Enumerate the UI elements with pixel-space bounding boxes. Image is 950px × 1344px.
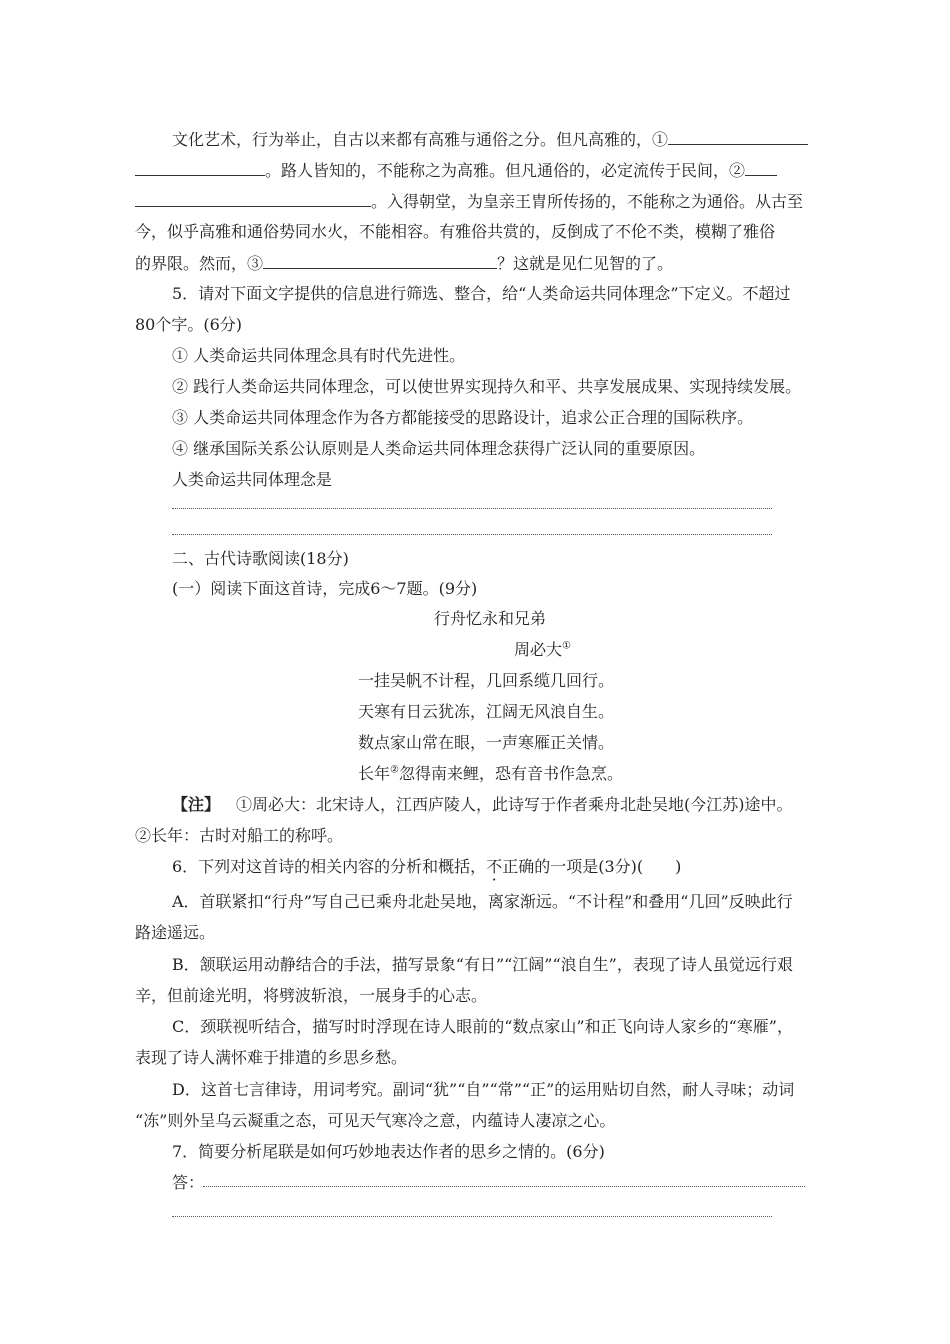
note-text: ①周必大：北宋诗人，江西庐陵人，此诗写于作者乘舟北赴吴地(今江苏)途中。 — [236, 795, 793, 814]
poem-line: 一挂吴帆不计程，几回系缆几回行。 — [358, 671, 615, 690]
q5-answer-line-2[interactable] — [172, 534, 772, 535]
passage-text: 。入得朝堂，为皇亲王胄所传扬的，不能称之为通俗。从古至 — [371, 192, 804, 211]
poem-text: 长年 — [358, 764, 391, 783]
q6-emphasis: 不 — [486, 857, 503, 876]
blank-1-part-b[interactable] — [135, 159, 265, 176]
q6-option-d[interactable]: D．这首七言律诗，用词考究。副词“犹”“自”“常”“正”的运用贴切自然，耐人寻味；动词 — [172, 1080, 795, 1099]
q7-answer-label: 答： — [172, 1173, 205, 1192]
passage-line-3 — [135, 190, 803, 213]
passage-line-5 — [135, 252, 673, 275]
q5-stem-line-1: 5．请对下面文字提供的信息进行筛选、整合，给“人类命运共同体理念”下定义。不超过 — [172, 284, 791, 303]
passage-text: 。路人皆知的，不能称之为高雅。但凡通俗的，必定流传于民间，② — [265, 161, 746, 180]
passage-text: 文化艺术，行为举止，自古以来都有高雅与通俗之分。但凡高雅的，① — [172, 130, 669, 149]
q7-answer-line-1[interactable] — [203, 1186, 805, 1187]
passage-text: ？这就是见仁见智的了。 — [497, 254, 674, 273]
q5-stem-line-2: 80个字。(6分) — [135, 315, 243, 334]
notes-label: 【注】 — [172, 795, 221, 814]
q6-option-b-cont: 辛，但前途光明，将劈波斩浪，一展身手的心志。 — [135, 986, 488, 1005]
q6-stem-text: 6．下列对这首诗的相关内容的分析和概括， — [172, 857, 487, 876]
passage-text: 的界限。然而，③ — [135, 254, 264, 273]
q6-option-d-cont: “冻”则外呈乌云凝重之态，可见天气寒冷之意，内蕴诗人凄凉之心。 — [135, 1111, 616, 1130]
passage-line-2 — [135, 159, 777, 182]
q6-option-a[interactable]: A．首联紧扣“行舟”写自己已乘舟北赴吴地，离家渐远。“不计程”和叠用“几回”反映此行 — [172, 892, 793, 911]
q6-option-c[interactable]: C．颈联视听结合，描写时时浮现在诗人眼前的“数点家山”和正飞向诗人家乡的“寒雁”， — [172, 1017, 793, 1036]
passage-line-1 — [172, 128, 808, 151]
q5-item: ① 人类命运共同体理念具有时代先进性。 — [172, 346, 466, 365]
footnote-marker: ② — [390, 764, 399, 776]
poem-line — [358, 763, 623, 785]
notes-line-1 — [172, 794, 793, 816]
q6-option-a-cont: 路途遥远。 — [135, 923, 216, 942]
poem-title: 行舟忆永和兄弟 — [434, 609, 547, 628]
q5-answer-lead: 人类命运共同体理念是 — [172, 470, 333, 489]
q5-item: ② 践行人类命运共同体理念，可以使世界实现持久和平、共享发展成果、实现持续发展。 — [172, 377, 802, 396]
blank-2-part-a[interactable] — [745, 159, 777, 176]
q6-stem — [172, 856, 681, 878]
poem-author-name: 周必大 — [514, 640, 563, 659]
section-title: 二、古代诗歌阅读(18分) — [172, 549, 349, 568]
q7-answer-line-2[interactable] — [172, 1216, 772, 1217]
notes-line-2: ②长年：古时对船工的称呼。 — [135, 826, 344, 845]
q6-option-b[interactable]: B．颔联运用动静结合的手法，描写景象“有日”“江阔”“浪自生”，表现了诗人虽觉远行艰 — [172, 955, 793, 974]
q6-option-c-cont: 表现了诗人满怀难于排遣的乡思乡愁。 — [135, 1048, 408, 1067]
q5-item: ④ 继承国际关系公认原则是人类命运共同体理念获得广泛认同的重要原因。 — [172, 439, 706, 458]
footnote-marker: ① — [562, 640, 571, 652]
q5-answer-line-1[interactable] — [172, 508, 772, 509]
q6-stem-text: 正确的一项是(3分)( ) — [502, 857, 682, 876]
poem-line: 天寒有日云犹冻，江阔无风浪自生。 — [358, 702, 615, 721]
poem-author — [514, 639, 571, 661]
q7-stem: 7．简要分析尾联是如何巧妙地表达作者的思乡之情的。(6分) — [172, 1142, 605, 1161]
blank-2-part-b[interactable] — [135, 190, 371, 207]
blank-3[interactable] — [263, 252, 497, 269]
blank-1-part-a[interactable] — [668, 128, 808, 145]
passage-line-4: 今，似乎高雅和通俗势同水火，不能相容。有雅俗共赏的，反倒成了不伦不类，模糊了雅俗 — [135, 222, 776, 241]
poem-line: 数点家山常在眼，一声寒雁正关情。 — [358, 733, 615, 752]
poem-text: 忽得南来鲤，恐有音书作急烹。 — [398, 764, 623, 783]
section-subtitle: (一）阅读下面这首诗，完成6～7题。(9分) — [172, 579, 478, 598]
q5-item: ③ 人类命运共同体理念作为各方都能接受的思路设计，追求公正合理的国际秩序。 — [172, 408, 754, 427]
